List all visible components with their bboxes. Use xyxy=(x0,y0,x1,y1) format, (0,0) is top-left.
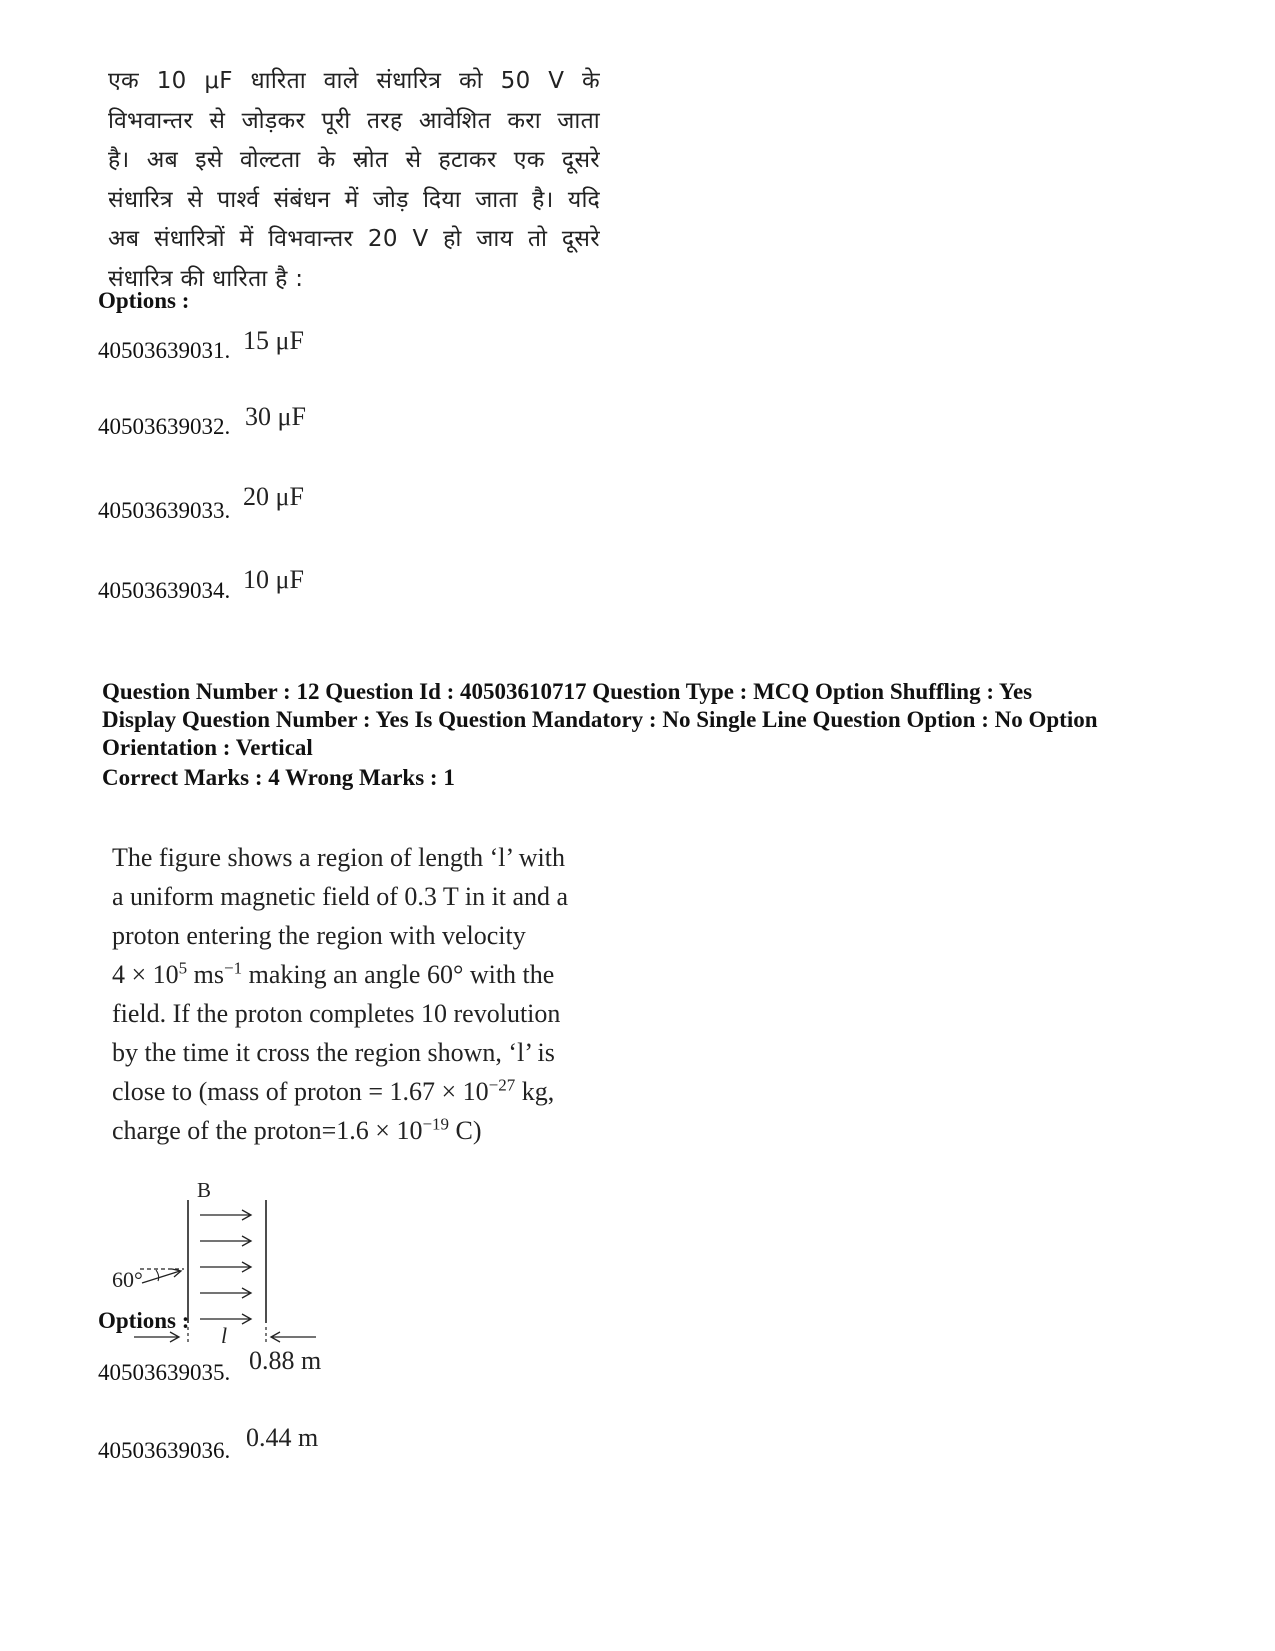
text-run: close to (mass of proton = 1.67 × 10 xyxy=(112,1077,489,1106)
question-text-line: अब संधारित्रों में विभवान्तर 20 V हो जाय तो दूसरे xyxy=(108,226,600,252)
question-11-text xyxy=(108,62,600,299)
question-text-line xyxy=(112,1111,602,1150)
option-id: 40503639034. xyxy=(98,578,231,603)
options-heading: Options : xyxy=(98,1308,190,1333)
text-run: C) xyxy=(449,1116,482,1145)
field-label: B xyxy=(197,1178,212,1202)
option-id: 40503639031. xyxy=(98,338,231,363)
question-text-line: The figure shows a region of length ‘l’ with xyxy=(112,843,565,872)
text-run: charge of the proton=1.6 × 10 xyxy=(112,1116,423,1145)
option-id: 40503639035. xyxy=(98,1360,231,1385)
superscript: −19 xyxy=(422,1114,450,1134)
superscript: −27 xyxy=(488,1075,516,1095)
option-value: 30 μF xyxy=(245,402,306,431)
option-value: 0.44 m xyxy=(246,1423,319,1452)
angle-label: 60° xyxy=(112,1267,143,1292)
option-value: 10 μF xyxy=(243,565,304,594)
length-label: l xyxy=(221,1323,228,1345)
text-run: ms xyxy=(187,960,225,989)
superscript: −1 xyxy=(224,958,243,978)
option-value: 0.88 m xyxy=(249,1346,322,1375)
question-text-line: field. If the proton completes 10 revolution xyxy=(112,999,561,1028)
marks-info: Correct Marks : 4 Wrong Marks : 1 xyxy=(102,765,455,790)
question-meta-line: Display Question Number : Yes Is Question Mandatory : No Single Line Question Option : No Option xyxy=(102,707,1098,732)
question-text-line xyxy=(112,955,602,994)
text-run: kg, xyxy=(515,1077,555,1106)
question-text-line: है। अब इसे वोल्टता के स्रोत से हटाकर एक दूसरे xyxy=(108,147,600,173)
question-text-line: संधारित्र की धारिता है : xyxy=(108,265,304,292)
option-value: 15 μF xyxy=(243,326,304,355)
question-text-line: विभवान्तर से जोड़कर पूरी तरह आवेशित करा जाता xyxy=(108,107,600,134)
question-meta-line: Orientation : Vertical xyxy=(102,735,313,760)
text-run: making an angle 60° with the xyxy=(242,960,555,989)
text-run: 4 × 10 xyxy=(112,960,179,989)
question-text-line: संधारित्र से पार्श्व संबंधन में जोड़ दिया जाता है। यदि xyxy=(108,186,600,213)
question-text-line: एक 10 μF धारिता वाले संधारित्र को 50 V के xyxy=(108,68,600,94)
superscript: 5 xyxy=(178,958,188,978)
question-meta xyxy=(102,678,1222,762)
question-text-line: proton entering the region with velocity xyxy=(112,921,526,950)
option-id: 40503639033. xyxy=(98,498,231,523)
option-id: 40503639032. xyxy=(98,414,231,439)
question-text-line: a uniform magnetic field of 0.3 T in it and a xyxy=(112,882,569,911)
angle-arc xyxy=(156,1270,159,1281)
question-text-line: by the time it cross the region shown, ‘l’ is xyxy=(112,1038,555,1067)
question-meta-line: Question Number : 12 Question Id : 40503610717 Question Type : MCQ Option Shuffling : Yes xyxy=(102,679,1033,704)
field-arrows xyxy=(200,1210,251,1324)
option-value: 20 μF xyxy=(243,482,304,511)
options-heading: Options : xyxy=(98,288,190,313)
option-id: 40503639036. xyxy=(98,1438,231,1463)
question-text-line xyxy=(112,1072,602,1111)
question-12-text xyxy=(112,838,602,1150)
